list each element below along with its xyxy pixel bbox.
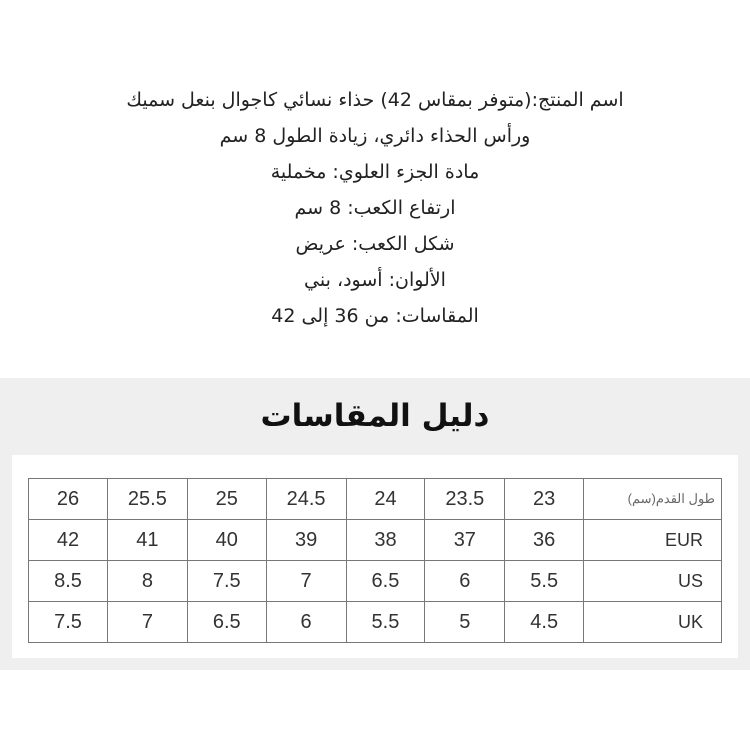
size-cell: 5 <box>425 602 505 643</box>
size-cell: 38 <box>346 520 425 561</box>
product-name-line-2: ورأس الحذاء دائري، زيادة الطول 8 سم <box>219 125 531 147</box>
size-cell: 25.5 <box>107 479 187 520</box>
size-cell: 24.5 <box>266 479 346 520</box>
size-cell: 6 <box>425 561 505 602</box>
size-chart-table <box>28 478 722 643</box>
row-label: EUR <box>584 520 722 561</box>
size-cell: 24 <box>346 479 425 520</box>
size-cell: 6.5 <box>346 561 425 602</box>
table-row <box>29 479 722 520</box>
table-row <box>29 602 722 643</box>
size-cell: 6.5 <box>187 602 266 643</box>
table-row <box>29 520 722 561</box>
size-cell: 5.5 <box>346 602 425 643</box>
size-cell: 7 <box>107 602 187 643</box>
size-cell: 6 <box>266 602 346 643</box>
upper-material: مادة الجزء العلوي: مخملية <box>270 161 480 183</box>
row-label: US <box>584 561 722 602</box>
size-cell: 25 <box>187 479 266 520</box>
size-cell: 8.5 <box>29 561 108 602</box>
size-cell: 26 <box>29 479 108 520</box>
product-description <box>0 82 750 334</box>
row-label: UK <box>584 602 722 643</box>
size-cell: 42 <box>29 520 108 561</box>
size-cell: 41 <box>107 520 187 561</box>
size-cell: 4.5 <box>505 602 584 643</box>
size-cell: 7.5 <box>29 602 108 643</box>
size-cell: 8 <box>107 561 187 602</box>
heel-shape: شكل الكعب: عريض <box>295 233 455 255</box>
size-cell: 23 <box>505 479 584 520</box>
size-cell: 39 <box>266 520 346 561</box>
size-chart-panel <box>12 455 738 658</box>
row-label: طول القدم(سم) <box>584 479 722 520</box>
heel-height: ارتفاع الكعب: 8 سم <box>294 197 456 219</box>
size-cell: 23.5 <box>425 479 505 520</box>
size-cell: 36 <box>505 520 584 561</box>
product-name-line: اسم المنتج:(متوفر بمقاس 42) حذاء نسائي كاجوال بنعل سميك <box>126 89 624 111</box>
table-row <box>29 561 722 602</box>
size-cell: 7.5 <box>187 561 266 602</box>
colors: الألوان: أسود، بني <box>304 269 446 291</box>
size-cell: 40 <box>187 520 266 561</box>
size-guide-title: دليل المقاسات <box>260 398 490 434</box>
sizes: المقاسات: من 36 إلى 42 <box>271 305 479 327</box>
size-cell: 7 <box>266 561 346 602</box>
size-cell: 37 <box>425 520 505 561</box>
size-cell: 5.5 <box>505 561 584 602</box>
